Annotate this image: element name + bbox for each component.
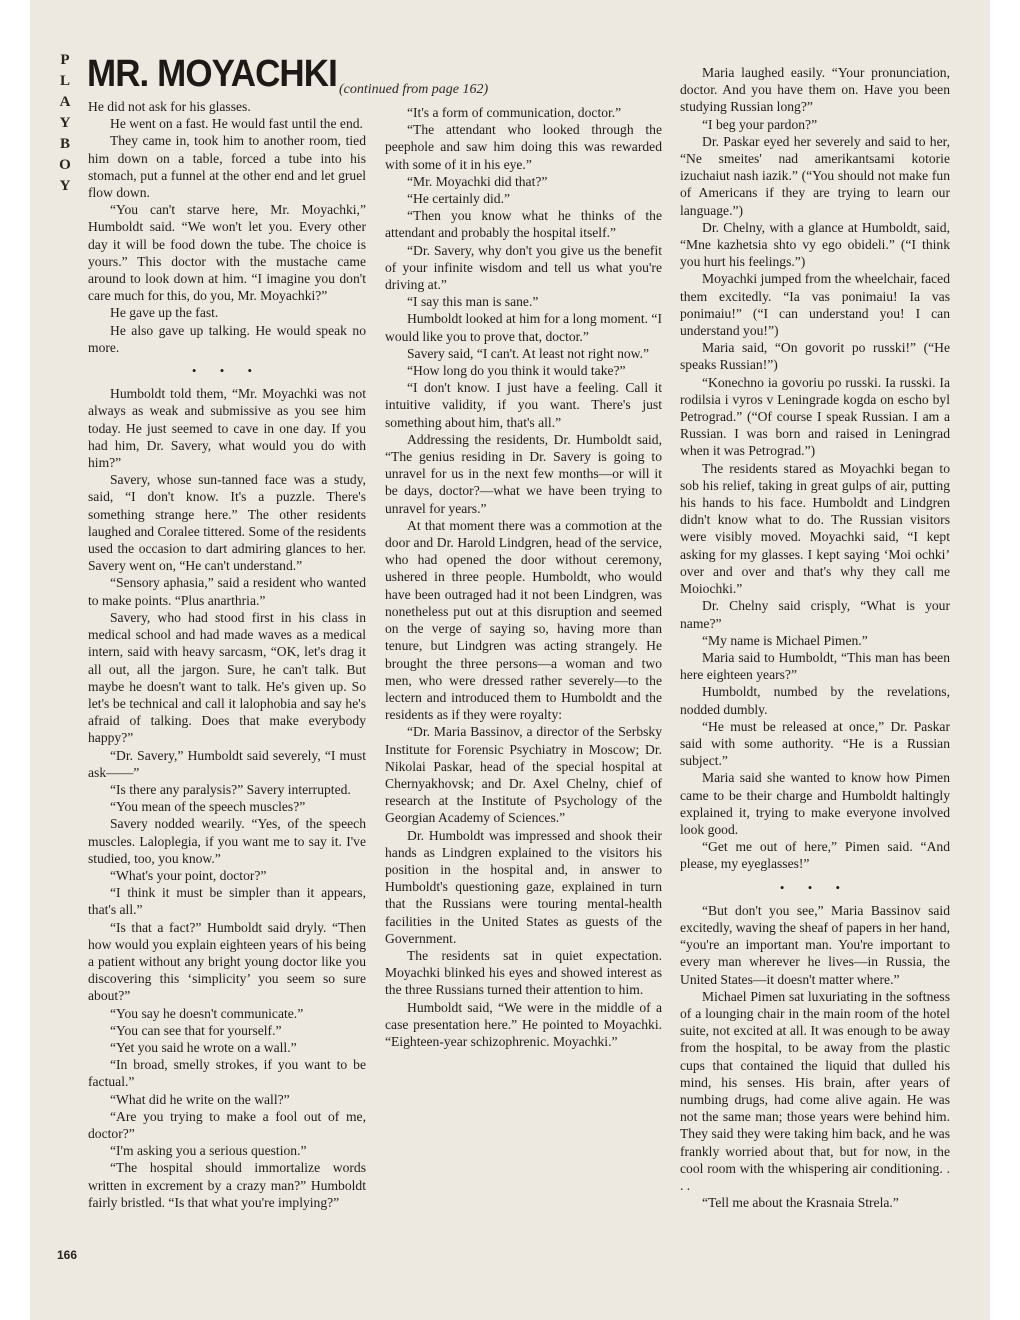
- paragraph: Dr. Paskar eyed her severely and said to her, “Ne smeites' nad amerikantsami kotorie izuchaiut nash iazik.” (“You should not make fun of Americans if they are trying to learn our language.”): [680, 133, 950, 218]
- paragraph: “Dr. Savery, why don't you give us the benefit of your infinite wisdom and tell us what you're driving at.”: [385, 242, 662, 293]
- paragraph: The residents sat in quiet expectation. Moyachki blinked his eyes and showed interest as the three Russians turned their attention to him.: [385, 947, 662, 998]
- paragraph: Maria said she wanted to know how Pimen came to be their charge and Humboldt haltingly explained it, trying to make everyone involved look good.: [680, 770, 950, 837]
- paragraph: Dr. Humboldt was impressed and shook their hands as Lindgren explained to the visitors his position in the hospital and, in answer to Humboldt's questioning gaze, explained in turn that the Russians were touring mental-health facilities in the United States as guests of the Government.: [385, 827, 662, 946]
- paragraph: Savery said, “I can't. At least not right now.”: [407, 345, 650, 361]
- paragraph: “You can't starve here, Mr. Moyachki,” Humboldt said. “We won't let you. Every other day it will be food down the tube. The choice is yours.” This doctor with the mustache came around to look down at him. “I imagine you don't care much for this, do you, Mr. Moyachki?”: [88, 202, 366, 304]
- column-3: [680, 64, 950, 1211]
- paragraph: “I don't know. I just have a feeling. Call it intuitive validity, if you want. There's just something about him, that's all.”: [385, 380, 662, 430]
- paragraph: “Then you know what he thinks of the attendant and probably the hospital itself.”: [385, 208, 662, 241]
- brand-letter: B: [59, 136, 70, 152]
- magazine-name-vertical: [54, 50, 76, 197]
- paragraph: “The hospital should immortalize words written in excrement by a crazy man?” Humboldt fairly bristled. “Is that what you're implying?”: [88, 1160, 366, 1210]
- brand-letter: Y: [59, 115, 71, 131]
- paragraph: “How long do you think it would take?”: [407, 363, 626, 379]
- section-separator: • • •: [191, 363, 263, 379]
- brand-letter: P: [60, 52, 70, 68]
- paragraph: “It's a form of communication, doctor.”: [407, 105, 622, 120]
- column-2: [385, 104, 662, 1050]
- paragraph: “Konechno ia govoriu po russki. Ia russki. Ia rodilsia i vyros v Leningrade kogda on escho byl Petrograd.” (“Of course I speak Russian. I am a Russian. I was born and raised in Leningrad when it was Petrograd.”): [680, 374, 950, 459]
- magazine-page: [30, 0, 990, 1320]
- paragraph: “Yet you said he wrote on a wall.”: [110, 1039, 297, 1055]
- paragraph: “My name is Michael Pimen.”: [702, 632, 868, 648]
- paragraph: He did not ask for his glasses.: [88, 99, 251, 114]
- paragraph: “You say he doesn't communicate.”: [110, 1005, 304, 1021]
- paragraph: “He certainly did.”: [407, 191, 511, 207]
- page-number: 166: [57, 1248, 78, 1262]
- paragraph: “The attendant who looked through the peephole and saw him doing this was rewarded with some of it in his eye.”: [385, 122, 662, 172]
- paragraph: “Is that a fact?” Humboldt said dryly. “Then how would you explain eighteen years of his being a patient without any bright young doctor like you discovering this ‘simplicity’ you seem so sure about?”: [88, 919, 366, 1004]
- paragraph: Maria said to Humboldt, “This man has been here eighteen years?”: [680, 649, 950, 683]
- paragraph: “I say this man is sane.”: [407, 294, 539, 310]
- paragraph: “I'm asking you a serious question.”: [110, 1143, 307, 1159]
- paragraph: Humboldt looked at him for a long moment. “I would like you to prove that, doctor.”: [385, 311, 662, 344]
- paragraph: He gave up the fast.: [110, 305, 219, 321]
- paragraph: Dr. Chelny said crisply, “What is your name?”: [680, 598, 950, 631]
- paragraph: “I beg your pardon?”: [702, 116, 818, 132]
- paragraph: “Sensory aphasia,” said a resident who wanted to make points. “Plus anarthria.”: [88, 575, 366, 608]
- paragraph: “You can see that for yourself.”: [110, 1022, 282, 1038]
- column-1: [88, 98, 366, 1211]
- paragraph: Humboldt, numbed by the revelations, nodded dumbly.: [680, 684, 950, 717]
- paragraph: “What's your point, doctor?”: [110, 867, 267, 883]
- brand-letter: O: [59, 157, 71, 173]
- paragraph: Humboldt said, “We were in the middle of a case presentation here.” He pointed to Moyachki. “Eighteen-year schizophrenic. Moyachki.”: [385, 999, 662, 1049]
- paragraph: “Tell me about the Krasnaia Strela.”: [702, 1195, 899, 1211]
- paragraph: “You mean of the speech muscles?”: [110, 799, 306, 815]
- paragraph: Humboldt told them, “Mr. Moyachki was not always as weak and submissive as you see him today. He just seemed to cave in one day. If you had him, Dr. Savery, what would you do with him?”: [88, 386, 366, 471]
- paragraph: “What did he write on the wall?”: [110, 1091, 290, 1107]
- paragraph: “In broad, smelly strokes, if you want to be factual.”: [88, 1057, 366, 1090]
- paragraph: At that moment there was a commotion at the door and Dr. Harold Lindgren, head of the service, who had opened the door without ceremony, ushered in three people. Humboldt, who would have been outraged had it not been Lindgren, was nonetheless put out at this disruption and seemed on the verge of saying so, having more than tenure, but Lindgren was acting strangely. He brought the three persons—a woman and two men, who were dressed rather severely—to the lectern and introduced them to Humboldt and the residents as if they were royalty:: [385, 517, 662, 723]
- paragraph: The residents stared as Moyachki began to sob his relief, taking in great gulps of air, putting his hands to his face. Humboldt and Lindgren didn't know what to do. The Russian visitors were visibly moved. Moyachki said, “I kept asking for my glasses. I kept saying ‘Moi ochki’ over and over and that's why they call me Moiochki.”: [680, 460, 950, 597]
- paragraph: Savery nodded wearily. “Yes, of the speech muscles. Laloplegia, if you want me to say it. I've studied, too, you know.”: [88, 816, 366, 866]
- paragraph: Savery, who had stood first in his class in medical school and had made waves as a medical intern, said with heavy sarcasm, “OK, let's drag it all out, all the jargon. Sure, he can't talk. But maybe he doesn't want to talk. He's given up. So let's be technical and call it lalophobia and say he's afraid of talking. Does that make everybody happy?”: [88, 609, 366, 746]
- paragraph: “Is there any paralysis?” Savery interrupted.: [110, 781, 351, 797]
- section-separator: • • •: [779, 879, 851, 895]
- paragraph: “He must be released at once,” Dr. Paskar said with some authority. “He is a Russian subject.”: [680, 718, 950, 769]
- paragraph: Maria said, “On govorit po russki!” (“He speaks Russian!”): [680, 340, 950, 373]
- paragraph: “Dr. Maria Bassinov, a director of the Serbsky Institute for Forensic Psychiatry in Moscow; Dr. Nikolai Paskar, head of the special hospital at Chernyakhovsk; and Dr. Axel Chelny, chief of research at the Institute of Psychology of the Georgian Academy of Sciences.”: [385, 724, 662, 826]
- paragraph: “Get me out of here,” Pimen said. “And please, my eyeglasses!”: [680, 839, 950, 872]
- paragraph: “Dr. Savery,” Humboldt said severely, “I must ask——”: [88, 747, 366, 780]
- paragraph: He also gave up talking. He would speak no more.: [88, 322, 366, 355]
- paragraph: Savery, whose sun-tanned face was a study, said, “I don't know. It's a puzzle. There's something strange here.” The other residents laughed and Coralee tittered. Some of the residents used the occasion to dart admiring glances to her. Savery went on, “He can't understand.”: [88, 472, 366, 574]
- paragraph: Michael Pimen sat luxuriating in the softness of a lounging chair in the main room of the hotel suite, not excited at all. It was enough to be away from the hospital, to be away from the plastic cups that contained the liquid that dulled his mind, his senses. His brain, after years of numbing drugs, had come alive again. He was not the same man; those years were behind him. They said they were taking him back, and he was frankly worried about that, but for now, in the cool room with the whispering air conditioning. . . .: [680, 988, 950, 1193]
- paragraph: They came in, took him to another room, tied him down on a table, forced a tube into his stomach, put a funnel at the other end and let gruel flow down.: [88, 133, 366, 201]
- paragraph: He went on a fast. He would fast until the end.: [110, 116, 363, 132]
- paragraph: “I think it must be simpler than it appears, that's all.”: [88, 885, 366, 918]
- paragraph: Maria laughed easily. “Your pronunciation, doctor. And you have them on. Have you been studying Russian long?”: [680, 65, 950, 115]
- paragraph: Dr. Chelny, with a glance at Humboldt, said, “Mne kazhetsia shto vy ego obideli.” (“I think you hurt his feelings.”): [680, 219, 950, 270]
- paragraph: “Mr. Moyachki did that?”: [407, 173, 548, 189]
- brand-letter: Y: [59, 178, 71, 194]
- brand-letter: A: [59, 94, 71, 110]
- paragraph: Addressing the residents, Dr. Humboldt said, “The genius residing in Dr. Savery is going to unravel for us in the next few months—or will it be days, doctor?—what we have been trying to unravel for years.”: [385, 431, 662, 516]
- continued-note: (continued from page 162): [339, 82, 489, 97]
- brand-letter: L: [59, 73, 70, 89]
- paragraph: Moyachki jumped from the wheelchair, faced them excitedly. “Ia vas ponimaiu! Ia vas ponimaiu!” (“I can understand you! I can understand you!”): [680, 271, 950, 339]
- paragraph: “Are you trying to make a fool out of me, doctor?”: [88, 1108, 366, 1141]
- article-title: MR. MOYACHKI: [87, 53, 337, 95]
- paragraph: “But don't you see,” Maria Bassinov said excitedly, waving the sheaf of papers in her hand, “you're an important man. You're important to every man wherever he lives—in Russia, the United States—it doesn't matter where.”: [680, 902, 950, 987]
